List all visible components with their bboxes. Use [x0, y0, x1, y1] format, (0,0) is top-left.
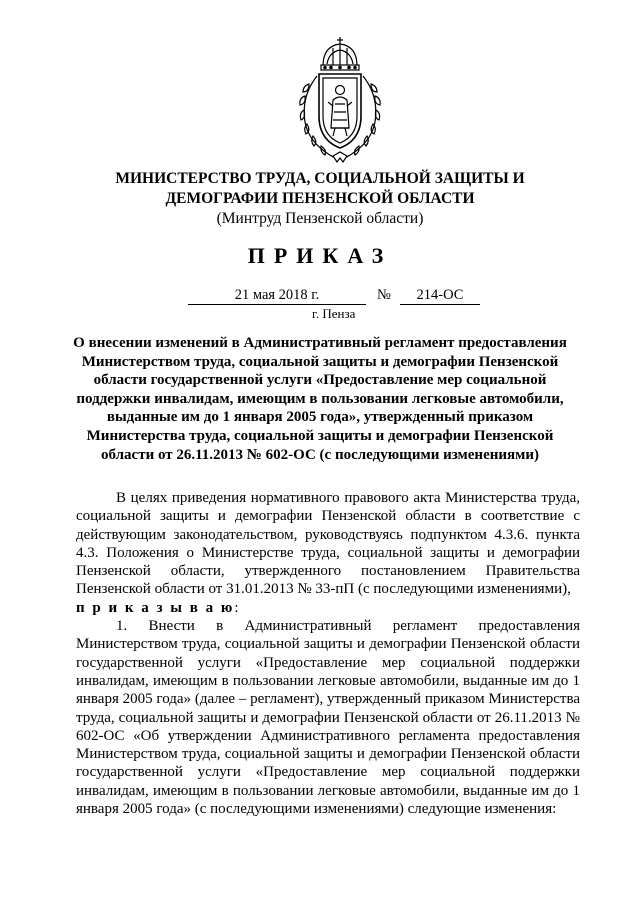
number-sign: № — [377, 287, 391, 303]
document-title: О внесении изменений в Административный регламент предоставления Министерством труда, социальной защиты и демографии Пензенской области государственной услуги «Предоставление мер социальной поддержки инвалидам, имеющим в пользовании легковые автомобили, выданные им до 1 января 2005 года», утвержденный приказом Министерства труда, социальной защиты и демографии Пензенской области от 26.11.2013 № 602-ОС (с последующими изменениями) — [73, 335, 567, 463]
ministry-short-name: (Минтруд Пензенской области) — [216, 210, 424, 227]
ministry-header — [60, 169, 580, 229]
preamble-text: В целях приведения нормативного правового акта Министерства труда, социальной защиты и демографии Пензенской области в соответствие с действующим законодательством, руководствуясь подпунктом 4.3.6. пункта 4.3. Положения о Министерстве труда, социальной защиты и демографии Пензенской области, утвержденного постановлением Правительства Пензенской области от 31.01.2013 № 33-пП (с последующими изменениями), — [76, 490, 580, 598]
prikazyvayu-word: п р и к а з ы в а ю — [76, 599, 235, 616]
prikazyvayu-colon: : — [234, 599, 239, 616]
order-date: 21 мая 2018 г. — [188, 286, 366, 305]
document-body — [76, 489, 580, 818]
ministry-name: МИНИСТЕРСТВО ТРУДА, СОЦИАЛЬНОЙ ЗАЩИТЫ И ДЕМОГРАФИИ ПЕНЗЕНСКОЙ ОБЛАСТИ — [115, 170, 525, 207]
document-type: ПРИКАЗ — [247, 243, 393, 268]
paragraph-preamble — [76, 489, 580, 617]
penza-coat-of-arms-icon — [297, 36, 383, 164]
city: г. Пенза — [312, 306, 356, 321]
order-number: 214-ОС — [400, 286, 480, 305]
paragraph-item-1: 1. Внести в Административный регламент предоставления Министерством труда, социальной защиты и демографии Пензенской области государственной услуги «Предоставление мер социальной поддержки инвалидам, имеющим в пользовании легковые автомобили, выданные им до 1 января 2005 года» (далее – регламент), утвержденный приказом Министерства труда, социальной защиты и демографии Пензенской области от 26.11.2013 № 602-ОС «Об утверждении Административного регламента предоставления Министерством труда, социальной защиты и демографии Пензенской области государственной услуги «Предоставление мер социальной поддержки инвалидам, имеющим в пользовании легковые автомобили, выданные им до 1 января 2005 года» (с последующими изменениями) следующие изменения: — [76, 618, 580, 818]
